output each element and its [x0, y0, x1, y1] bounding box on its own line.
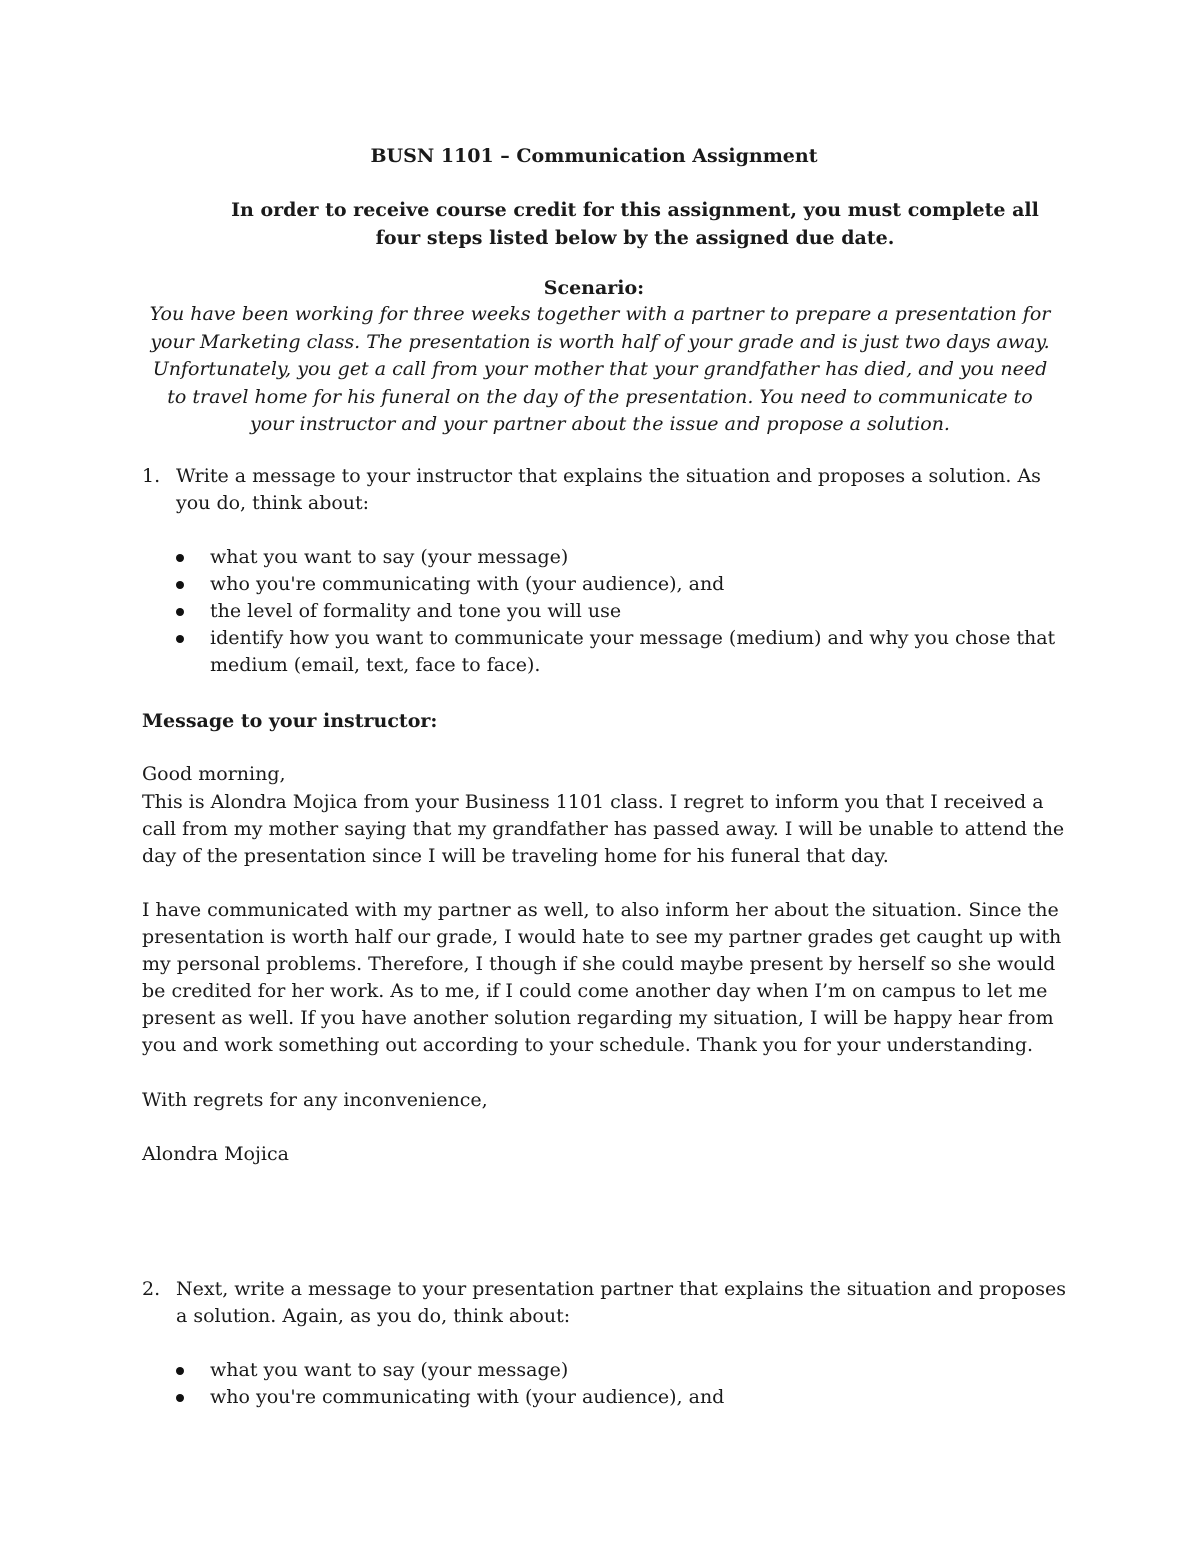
message-paragraph-2: I have communicated with my partner as well, to also inform her about the situation. Since the presentation is worth half our grade, I would hate to see my partner grades get caught up with my personal problems. Therefore, I though if she could maybe present by herself so she would be credited for her work. As to me, if I could come another day when I’m on campus to let me present as well. If you have another solution regarding my situation, I will be happy hear from you and work something out according to your schedule. Thank you for your understanding. — [142, 899, 1062, 1056]
bullet-icon — [176, 581, 184, 589]
message-signature: Alondra Mojica — [142, 1143, 289, 1165]
bullet-icon — [176, 1394, 184, 1402]
bullet-icon — [176, 554, 184, 562]
assignment-instructions: In order to receive course credit for this assignment, you must complete all four steps listed below by the assigned due date. — [231, 199, 1039, 249]
list-item — [172, 1357, 1062, 1384]
bullet-text: what you want to say (your message) — [210, 546, 569, 568]
message-heading: Message to your instructor: — [142, 710, 438, 732]
scenario-heading: Scenario: — [543, 277, 645, 299]
bullet-icon — [176, 608, 184, 616]
bullet-text: what you want to say (your message) — [210, 1359, 569, 1381]
bullet-icon — [176, 1367, 184, 1375]
step-2 — [142, 1276, 1072, 1330]
list-item — [172, 544, 1062, 571]
step-text: Next, write a message to your presentation partner that explains the situation and proposes a solution. Again, as you do, think about: — [176, 1278, 1067, 1327]
scenario-text: You have been working for three weeks together with a partner to prepare a presentation for your Marketing class. The presentation is worth half of your grade and is just two days away. Unfortunately, you get a call from your mother that your grandfather has died, and you need to travel home for his funeral on the day of the presentation. You need to communicate to your instructor and your partner about the issue and propose a solution. — [149, 303, 1051, 435]
message-greeting: Good morning, — [142, 763, 286, 785]
bullet-text: who you're communicating with (your audience), and — [210, 573, 725, 595]
step-text: Write a message to your instructor that explains the situation and proposes a solution. As you do, think about: — [176, 465, 1041, 514]
bullet-icon — [176, 635, 184, 643]
step-1-bullet-list — [172, 544, 1062, 679]
message-closing: With regrets for any inconvenience, — [142, 1089, 488, 1111]
list-item — [172, 625, 1062, 679]
step-2-bullet-list — [172, 1357, 1062, 1411]
bullet-text: who you're communicating with (your audience), and — [210, 1386, 725, 1408]
list-item — [172, 571, 1062, 598]
bullet-text: the level of formality and tone you will use — [210, 600, 622, 622]
step-number: 1. — [142, 465, 161, 487]
step-number: 2. — [142, 1278, 161, 1300]
step-1 — [142, 463, 1072, 517]
list-item — [172, 1384, 1062, 1411]
document-title: BUSN 1101 – Communication Assignment — [370, 145, 818, 167]
message-paragraph-1: This is Alondra Mojica from your Business 1101 class. I regret to inform you that I received a call from my mother saying that my grandfather has passed away. I will be unable to attend the day of the presentation since I will be traveling home for his funeral that day. — [142, 791, 1065, 867]
list-item — [172, 598, 1062, 625]
bullet-text: identify how you want to communicate your message (medium) and why you chose that medium (email, text, face to face). — [210, 627, 1056, 676]
